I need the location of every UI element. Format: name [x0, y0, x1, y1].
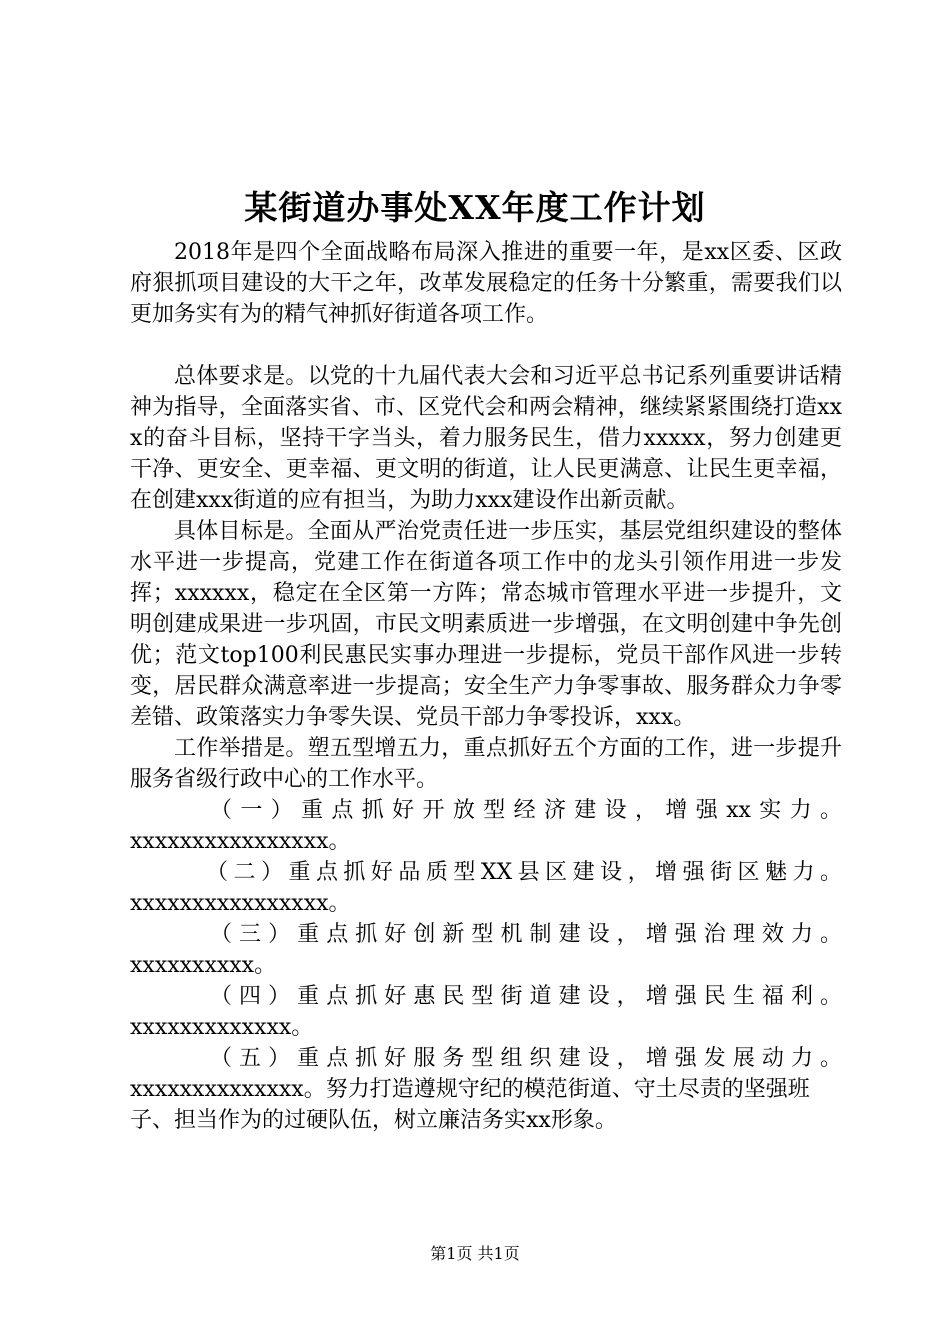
measure-item-4-detail: xxxxxxxxxxxxx。: [130, 1015, 314, 1040]
paragraph-intro: 2018年是四个全面战略布局深入推进的重要一年，是xx区委、区政府狠抓项目建设的大干之年，改革发展稳定的任务十分繁重，需要我们以更加务实有为的精气神抓好街道各项工作。: [130, 240, 842, 327]
paragraph-specific-goals: 具体目标是。全面从严治党责任进一步压实，基层党组织建设的整体水平进一步提高，党建工作在街道各项工作中的龙头引领作用进一步发挥；xxxxxx，稳定在全区第一方阵；常态城市管理水平进一步提升，文明创建成果进一步巩固，市民文明素质进一步增强，在文明创建中争先创优；范文top100利民惠民实事办理进一步提标，党员干部作风进一步转变，居民群众满意率进一步提高；安全生产力争零事故、服务群众力争零差错、政策落实力争零失误、党员干部力争零投诉，xxx。: [130, 519, 842, 730]
document-title: 某街道办事处XX年度工作计划: [244, 188, 706, 227]
measure-item-1-detail: xxxxxxxxxxxxxxxx。: [130, 829, 351, 854]
measure-item-3: （三）重点抓好创新型机制建设，增强治理效力。: [210, 922, 842, 947]
measure-item-1: （一）重点抓好开放型经济建设，增强xx实力。: [210, 798, 842, 823]
page-footer: 第1页 共1页: [430, 1244, 520, 1263]
measure-item-5: （五）重点抓好服务型组织建设，增强发展动力。: [210, 1046, 842, 1071]
measure-item-2-detail: xxxxxxxxxxxxxxxx。: [130, 891, 351, 916]
measure-item-5-detail: xxxxxxxxxxxxxx。努力打造遵规守纪的模范街道、守土尽责的坚强班子、担当作为的过硬队伍，树立廉洁务实xx形象。: [130, 1077, 810, 1133]
document-body: [130, 237, 842, 1136]
paragraph-general-requirements: 总体要求是。以党的十九届代表大会和习近平总书记系列重要讲话精神为指导，全面落实省、市、区党代会和两会精神，继续紧紧围绕打造xxx的奋斗目标，坚持干字当头，着力服务民生，借力xxxxx，努力创建更干净、更安全、更幸福、更文明的街道，让人民更满意、让民生更幸福，在创建xxx街道的应有担当，为助力xxx建设作出新贡献。: [130, 364, 842, 513]
measure-item-2: （二）重点抓好品质型XX县区建设，增强街区魅力。: [206, 860, 842, 885]
measure-item-4: （四）重点抓好惠民型街道建设，增强民生福利。: [210, 984, 842, 1009]
paragraph-work-measures: 工作举措是。塑五型增五力，重点抓好五个方面的工作，进一步提升服务省级行政中心的工作水平。: [130, 736, 842, 792]
measure-item-3-detail: xxxxxxxxxx。: [130, 953, 277, 978]
